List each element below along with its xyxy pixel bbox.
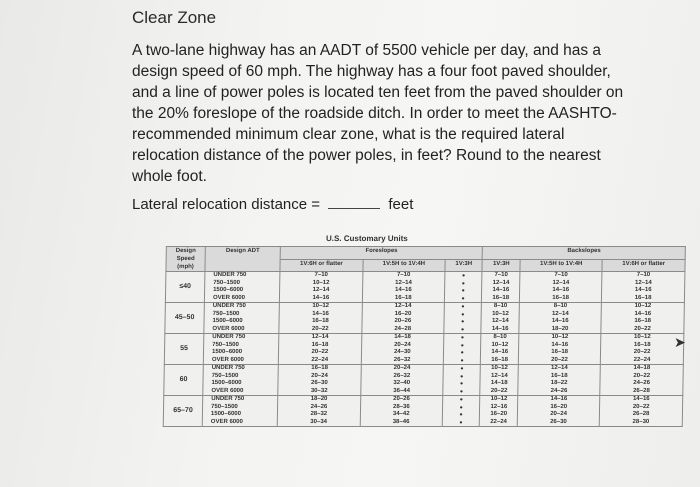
cell-b2: [518, 365, 601, 396]
cell-design-speed: 55: [164, 334, 204, 365]
cell-value: 30–32: [310, 387, 328, 394]
cell-value: •: [461, 324, 465, 334]
cell-value: •: [460, 386, 463, 396]
cell-value: 26–30: [310, 380, 328, 386]
cell-value: 10–12: [491, 365, 508, 371]
cell-value: 20–24: [311, 372, 328, 379]
cell-b3: [602, 272, 685, 303]
cell-value: 18–20: [551, 325, 569, 332]
cell-value: •: [460, 348, 464, 357]
cell-value: 14–16: [491, 349, 509, 355]
header-fore-col: 1V:3H: [445, 259, 483, 272]
cell-f1: [278, 365, 361, 396]
header-backslopes: Backslopes: [483, 247, 686, 260]
cell-b1: [481, 334, 519, 365]
cell-value: 24–26: [633, 380, 650, 386]
cell-value: •: [461, 286, 465, 295]
cell-value: 20–24: [550, 411, 567, 417]
cell-value: 750–1500: [211, 403, 238, 410]
cell-value: 32–40: [393, 380, 411, 386]
cell-value: 10–12: [492, 310, 509, 317]
problem-statement: A two-lane highway has an AADT of 5500 vehicle per day, and has a design speed of 60 mph. The highway has a four foot paved shoulder, and a line of power poles is located ten feet from the paved shoulder on the 20% foreslope of the roadside ditch. In order to meet the AASHTO-recommended minimum clear zone, what is the required lateral relocation distance of the power poles, in feet? Round to the nearest whole foot.: [132, 42, 624, 185]
cell-b3: [601, 334, 684, 365]
cell-b1: [480, 396, 518, 427]
cell-value: 26–32: [393, 372, 411, 379]
cell-value: 14–16: [394, 287, 412, 293]
cell-value: •: [461, 317, 465, 326]
cell-value: OVER 6000: [211, 387, 244, 394]
cell-value: •: [461, 302, 465, 311]
cell-value: 24–30: [393, 349, 411, 355]
cell-b1: [481, 303, 519, 334]
cell-value: 750–1500: [213, 279, 240, 286]
cell-value: 10–12: [491, 341, 509, 348]
cell-value: 12–14: [634, 279, 652, 286]
header-back-col: 1V:5H to 1V:4H: [520, 259, 602, 272]
header-design-speed: Design Speed (mph): [166, 247, 205, 272]
cell-value: 24–26: [310, 403, 328, 410]
cell-value: 10–12: [312, 279, 330, 286]
cell-value: 7–10: [494, 272, 508, 278]
cell-value: 12–16: [490, 403, 508, 410]
cell-value: UNDER 750: [213, 272, 247, 278]
cell-value: OVER 6000: [212, 325, 245, 332]
cell-adt: [203, 334, 279, 365]
answer-label: Lateral relocation distance =: [132, 196, 321, 213]
cell-value: 16–18: [311, 365, 329, 371]
cell-value: 14–18: [633, 365, 651, 371]
header-design-adt: Design ADT: [205, 247, 280, 272]
cell-b2: [517, 396, 600, 427]
cell-f1: [277, 396, 360, 427]
cell-design-speed: 60: [164, 365, 204, 396]
cell-f2: [362, 303, 445, 334]
cell-design-speed: 65–70: [163, 396, 203, 427]
cell-adt: [203, 365, 279, 396]
cell-value: 12–14: [490, 372, 508, 379]
cell-value: •: [460, 371, 464, 381]
cell-value: 20–22: [632, 403, 650, 410]
cell-value: UNDER 750: [211, 365, 245, 371]
cell-value: 28–36: [392, 403, 410, 410]
question-panel: [104, 0, 700, 487]
cell-value: 30–34: [310, 418, 328, 425]
cell-value: •: [459, 417, 463, 427]
cell-value: 12–14: [550, 365, 568, 371]
cell-value: •: [460, 340, 464, 350]
cell-value: 16–20: [394, 310, 412, 317]
table-row: [164, 334, 684, 365]
cell-value: OVER 6000: [212, 294, 246, 301]
cell-value: 14–16: [492, 287, 510, 293]
cell-value: 14–18: [490, 380, 508, 386]
cell-value: 20–22: [490, 387, 508, 394]
cell-value: 20–22: [633, 349, 651, 355]
cell-f2: [360, 396, 443, 427]
cell-value: •: [460, 364, 464, 373]
cell-value: 8–10: [493, 303, 508, 309]
cell-b2: [518, 334, 601, 365]
cell-value: 750–1500: [211, 372, 239, 379]
cell-value: •: [460, 355, 464, 365]
cell-value: 20–22: [634, 325, 651, 332]
cell-value: 16–18: [634, 318, 652, 324]
table-units-title: U.S. Customary Units: [325, 234, 408, 243]
cell-value: 10–12: [312, 303, 330, 309]
cell-value: 26–32: [393, 356, 411, 363]
cell-value: 16–18: [311, 341, 329, 348]
cell-value: 12–14: [312, 287, 330, 293]
cell-b3: [600, 365, 683, 396]
cell-value: •: [462, 271, 466, 280]
cell-value: 22–24: [490, 418, 507, 425]
header-fore-col: 1V:5H to 1V:4H: [363, 259, 445, 272]
cell-f1: [278, 334, 361, 365]
cell-value: 10–12: [490, 396, 508, 402]
cell-value: 16–18: [551, 349, 569, 355]
table-row: [165, 272, 685, 303]
cell-value: 7–10: [396, 272, 411, 278]
cell-value: 36–44: [393, 387, 411, 394]
cell-value: UNDER 750: [212, 334, 246, 340]
cell-value: 12–14: [394, 303, 412, 309]
cell-value: 14–16: [551, 341, 569, 348]
header-foreslopes: Foreslopes: [280, 247, 483, 260]
cell-f3: [442, 396, 480, 427]
cell-value: 14–16: [550, 396, 568, 402]
cell-value: •: [459, 395, 463, 404]
cell-value: 14–16: [491, 325, 509, 332]
cell-value: 1500–6000: [213, 287, 244, 293]
cell-value: 20–24: [393, 365, 411, 371]
header-back-col: 1V:6H or flatter: [602, 259, 685, 272]
cell-value: 20–24: [394, 341, 411, 348]
cell-value: 20–22: [311, 349, 329, 355]
cell-b3: [599, 396, 682, 427]
cell-value: •: [460, 379, 464, 388]
cell-adt: [202, 396, 278, 427]
cell-value: 16–18: [492, 294, 510, 301]
cell-value: 22–24: [633, 356, 651, 363]
clear-zone-table-photo: [162, 226, 686, 481]
cell-b1: [480, 365, 518, 396]
cell-value: 26–28: [633, 387, 650, 394]
cell-value: 7–10: [636, 272, 651, 278]
cell-value: •: [461, 293, 465, 303]
cell-value: 26–30: [550, 418, 567, 425]
cell-value: 16–20: [550, 403, 568, 410]
answer-row: [132, 196, 413, 213]
cell-value: 20–22: [311, 325, 329, 332]
mouse-cursor-icon: ➤: [674, 334, 686, 350]
cell-value: 16–20: [490, 411, 508, 417]
cell-value: •: [461, 309, 465, 319]
cell-value: 750–1500: [212, 310, 240, 317]
cell-value: 38–46: [392, 418, 410, 425]
cell-value: UNDER 750: [212, 303, 246, 309]
table-row: [163, 396, 683, 427]
cell-f1: [279, 303, 362, 334]
cell-value: 1500–6000: [211, 380, 242, 386]
cell-value: 26–28: [632, 411, 650, 417]
cell-value: 16–18: [550, 372, 568, 379]
answer-blank[interactable]: [328, 196, 380, 209]
cell-value: 8–10: [493, 334, 507, 340]
cell-value: 16–18: [491, 356, 509, 363]
cell-f2: [360, 365, 443, 396]
cell-value: 750–1500: [212, 341, 239, 348]
cell-value: 16–18: [552, 294, 570, 301]
cell-value: 12–14: [551, 310, 569, 317]
cell-b1: [482, 272, 520, 303]
page-title: Clear Zone: [132, 8, 217, 27]
cell-value: 12–14: [492, 279, 510, 286]
cell-value: •: [459, 410, 463, 419]
cell-value: 10–12: [634, 303, 652, 309]
cell-value: 12–14: [552, 279, 570, 286]
cell-value: 14–16: [552, 287, 570, 293]
cell-value: 10–12: [551, 334, 569, 340]
cell-value: 20–22: [551, 356, 568, 363]
cell-f3: [444, 303, 482, 334]
cell-value: 14–16: [634, 287, 652, 293]
cell-design-speed: ≤40: [165, 272, 205, 303]
cell-value: 7–10: [314, 272, 328, 278]
header-fore-col: 1V:6H or flatter: [280, 259, 363, 272]
cell-f3: [444, 272, 482, 303]
cell-value: 14–18: [394, 334, 411, 340]
answer-unit: feet: [388, 196, 414, 213]
cell-value: 1500–6000: [212, 318, 243, 324]
cell-value: 16–18: [633, 341, 651, 348]
cell-value: 16–18: [312, 318, 329, 324]
cell-value: 14–16: [632, 396, 650, 402]
cell-value: 20–22: [633, 372, 651, 379]
table-row: [164, 365, 684, 396]
cell-value: 1500–6000: [210, 411, 242, 417]
cell-value: OVER 6000: [211, 356, 244, 363]
cell-value: 18–22: [550, 380, 568, 386]
cell-value: 20–26: [393, 396, 410, 402]
cell-f3: [443, 334, 481, 365]
cell-value: 7–10: [554, 272, 568, 278]
cell-value: 1500–6000: [211, 349, 243, 355]
cell-b3: [601, 303, 684, 334]
cell-f3: [443, 365, 481, 396]
cell-value: 8–10: [553, 303, 568, 309]
cell-f2: [361, 334, 444, 365]
cell-value: 14–16: [312, 310, 329, 317]
cell-value: 28–30: [632, 418, 650, 425]
header-back-col: 1V:3H: [482, 259, 520, 272]
cell-value: •: [460, 333, 464, 342]
cell-value: 20–26: [394, 318, 412, 324]
cell-value: 22–24: [311, 356, 329, 363]
cell-f2: [362, 272, 445, 303]
cell-value: OVER 6000: [210, 418, 243, 425]
cell-value: 14–16: [312, 294, 330, 301]
cell-f1: [279, 272, 362, 303]
cell-value: 12–14: [311, 334, 329, 340]
cell-value: UNDER 750: [211, 396, 245, 402]
cell-design-speed: 45–50: [165, 303, 205, 334]
cell-value: 14–16: [634, 310, 652, 317]
cell-value: 34–42: [392, 411, 410, 417]
cell-value: 18–20: [310, 396, 328, 402]
cell-b2: [519, 303, 602, 334]
cell-value: 28–32: [310, 411, 328, 417]
cell-value: 24–26: [550, 387, 568, 394]
cell-value: 16–18: [394, 294, 412, 301]
clear-zone-table: [163, 246, 686, 427]
cell-value: 24–28: [394, 325, 412, 332]
cell-value: 16–18: [634, 294, 652, 301]
cell-value: •: [461, 278, 465, 288]
cell-adt: [204, 303, 280, 334]
cell-value: 12–14: [491, 318, 509, 324]
table-row: [165, 303, 685, 334]
cell-b2: [519, 272, 602, 303]
cell-adt: [204, 272, 280, 303]
cell-value: 10–12: [634, 334, 651, 340]
cell-value: •: [459, 402, 463, 412]
cell-value: 12–14: [395, 279, 412, 286]
cell-value: 14–16: [551, 318, 569, 324]
